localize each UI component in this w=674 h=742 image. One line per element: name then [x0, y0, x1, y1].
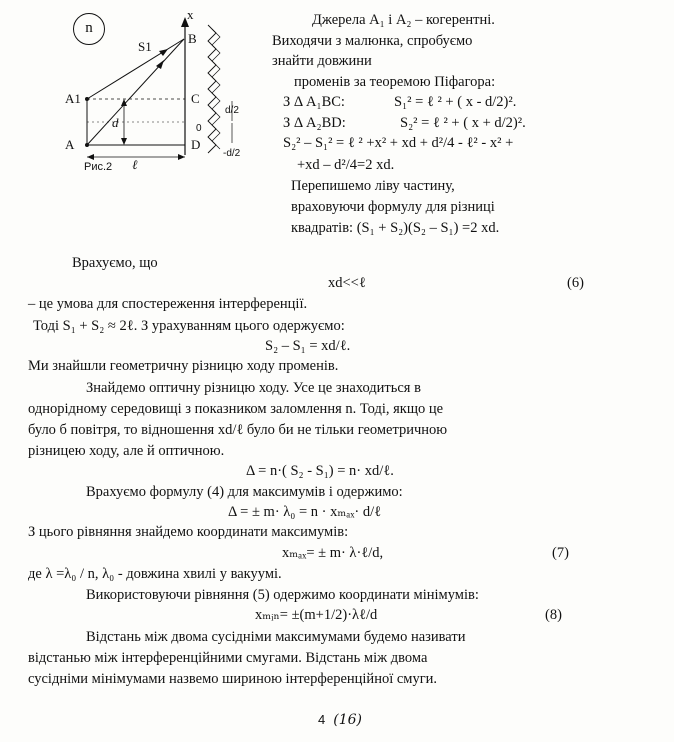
para-1: Врахуємо, що: [72, 255, 158, 271]
equation-7: xₘₐₓ= ± m· λ·ℓ/d,: [282, 545, 384, 561]
para-9: Використовуючи рівняння (5) одержимо координати мінімумів:: [86, 587, 479, 603]
para-10-line-3: сусідніми мінімумами назвемо шириною інтерференційної смуги.: [28, 671, 438, 687]
interference-figure: [60, 5, 255, 175]
equation-7-number: (7): [552, 545, 569, 561]
minus-d2-label: -d/2: [223, 148, 241, 159]
figure-number-circle: n: [73, 13, 105, 45]
right-line-3: знайти довжини: [272, 53, 372, 69]
point-a1-label: A1: [65, 91, 81, 106]
right-line-4: променів за теоремою Піфагора:: [294, 74, 496, 90]
point-c-label: C: [191, 91, 200, 106]
equation-maximum: Δ = ± m· λ₀ = n · xₘₐₓ· d/ℓ: [228, 504, 382, 520]
distance-l-label: ℓ: [132, 157, 138, 172]
figure-caption: Рис.2: [84, 161, 113, 173]
para-3: Тоді S₁ + S₂ ≈ 2ℓ. З урахуванням цього одержуємо:: [33, 318, 345, 334]
equation-6-number: (6): [567, 275, 584, 291]
equation-8: xₘᵢₙ= ±(m+1/2)·λℓ/d: [255, 607, 378, 623]
right-line-6b: S₂² = ℓ ² + ( x + d/2)².: [400, 115, 526, 131]
para-5-line-2: однорідному середовищі з показником заломлення n. Тоді, якщо це: [28, 401, 444, 417]
page-number-printed: 4: [318, 712, 326, 727]
right-line-5b: S₁² = ℓ ² + ( x - d/2)².: [394, 94, 517, 110]
point-a2-label: A: [65, 137, 75, 152]
para-6: Врахуємо формулу (4) для максимумів і одержимо:: [86, 484, 403, 500]
axis-x-label: x: [187, 7, 194, 22]
para-5-line-3: було б повітря, то відношення xd/ℓ було би не тільки геометричною: [28, 422, 448, 438]
right-line-1: Джерела A₁ і A₂ – когерентні.: [312, 12, 495, 28]
distance-d-label: d: [112, 115, 119, 130]
right-line-5a: З Δ A₁BC:: [283, 94, 345, 110]
para-2: – це умова для спостереження інтерференції.: [28, 296, 308, 312]
right-line-6a: З Δ A₂BD:: [283, 115, 346, 131]
page-number-handwritten: (16): [333, 712, 362, 728]
origin-zero-label: 0: [196, 123, 202, 134]
ray-s1-label: S1: [138, 39, 152, 54]
page-number: [318, 712, 362, 728]
equation-6: xd<<ℓ: [328, 275, 366, 291]
para-10-line-2: відстанью між інтерференційними смугами. Відстань між двома: [28, 650, 428, 666]
equation-path-difference: S₂ – S₁ = xd/ℓ.: [265, 338, 351, 354]
right-line-10: враховуючи формулу для різниці: [291, 199, 495, 215]
para-10-line-1: Відстань між двома сусідніми максимумами будемо називати: [86, 629, 466, 645]
plus-d2-label: d/2: [225, 105, 239, 116]
para-5-line-4: різницею ходу, але й оптичною.: [28, 443, 225, 459]
right-line-9: Перепишемо ліву частину,: [291, 178, 455, 194]
para-8: де λ =λ₀ / n, λ₀ - довжина хвилі у вакуумі.: [28, 566, 282, 582]
right-line-11: квадратів: (S₁ + S₂)(S₂ – S₁) =2 xd.: [291, 220, 500, 236]
equation-8-number: (8): [545, 607, 562, 623]
point-d-label: D: [191, 137, 201, 152]
right-line-7: S₂² – S₁² = ℓ ² +x² + xd + d²/4 - ℓ² - x² +: [283, 135, 514, 151]
para-4: Ми знайшли геометричну різницю ходу променів.: [28, 358, 339, 374]
equation-optical-difference: Δ = n·( S₂ - S₁) = n· xd/ℓ.: [246, 463, 394, 479]
para-7: З цього рівняння знайдемо координати максимумів:: [28, 524, 349, 540]
right-line-2: Виходячи з малюнка, спробуємо: [272, 33, 473, 49]
point-b-label: B: [188, 31, 197, 46]
para-5-line-1: Знайдемо оптичну різницю ходу. Усе це знаходиться в: [86, 380, 421, 396]
right-line-8: +xd – d²/4=2 xd.: [297, 157, 395, 173]
